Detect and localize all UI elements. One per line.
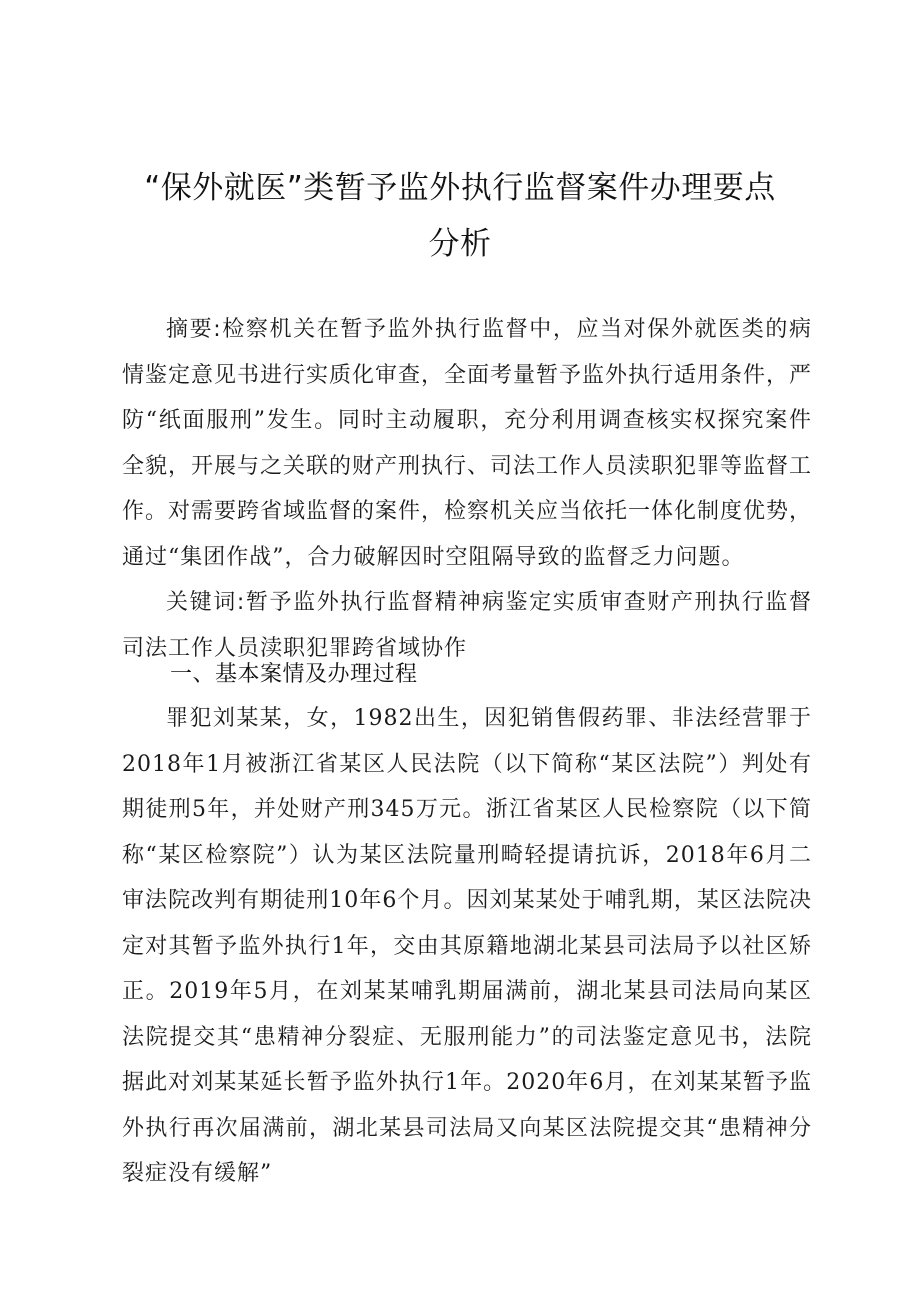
keywords-text: 暂予监外执行监督精神病鉴定实质审查财产刑执行监督司法工作人员渎职犯罪跨省域协作: [122, 590, 812, 661]
abstract-text: 检察机关在暂予监外执行监督中，应当对保外就医类的病情鉴定意见书进行实质化审查，全面考量暂予监外执行适用条件，严防“纸面服刑”发生。同时主动履职，充分利用调查核实权探究案件全貌，开展与之关联的财产刑执行、司法工作人员渎职犯罪等监督工作。对需要跨省域监督的案件，检察机关应当依托一体化制度优势，通过“集团作战”，合力破解因时空阻隔导致的监督乏力问题。: [122, 317, 813, 570]
title-line-2: 分析: [428, 226, 492, 262]
section-heading: 一、基本案情及办理过程: [170, 662, 418, 687]
abstract-paragraph: [122, 307, 812, 580]
case-paragraph: 罪犯刘某某，女，1982出生，因犯销售假药罪、非法经营罪于2018年1月被浙江省某区人民法院（以下简称“某区法院”）判处有期徒刑5年，并处财产刑345万元。浙江省某区人民检察院（以下简称“某区检察院”）认为某区法院量刑畸轻提请抗诉，2018年6月二审法院改判有期徒刑10年6个月。因刘某某处于哺乳期，某区法院决定对其暂予监外执行1年，交由其原籍地湖北某县司法局予以社区矫正。2019年5月，在刘某某哺乳期届满前，湖北某县司法局向某区法院提交其“患精神分裂症、无服刑能力”的司法鉴定意见书，法院据此对刘某某延长暂予监外执行1年。2020年6月，在刘某某暂予监外执行再次届满前，湖北某县司法局又向某区法院提交其“患精神分裂症没有缓解”: [122, 706, 812, 1186]
title-line-1: “保外就医”类暂予监外执行监督案件办理要点: [144, 170, 776, 206]
abstract-label: 摘要:: [166, 317, 222, 342]
keywords-label: 关键词:: [166, 590, 246, 615]
document-title: [110, 160, 810, 272]
